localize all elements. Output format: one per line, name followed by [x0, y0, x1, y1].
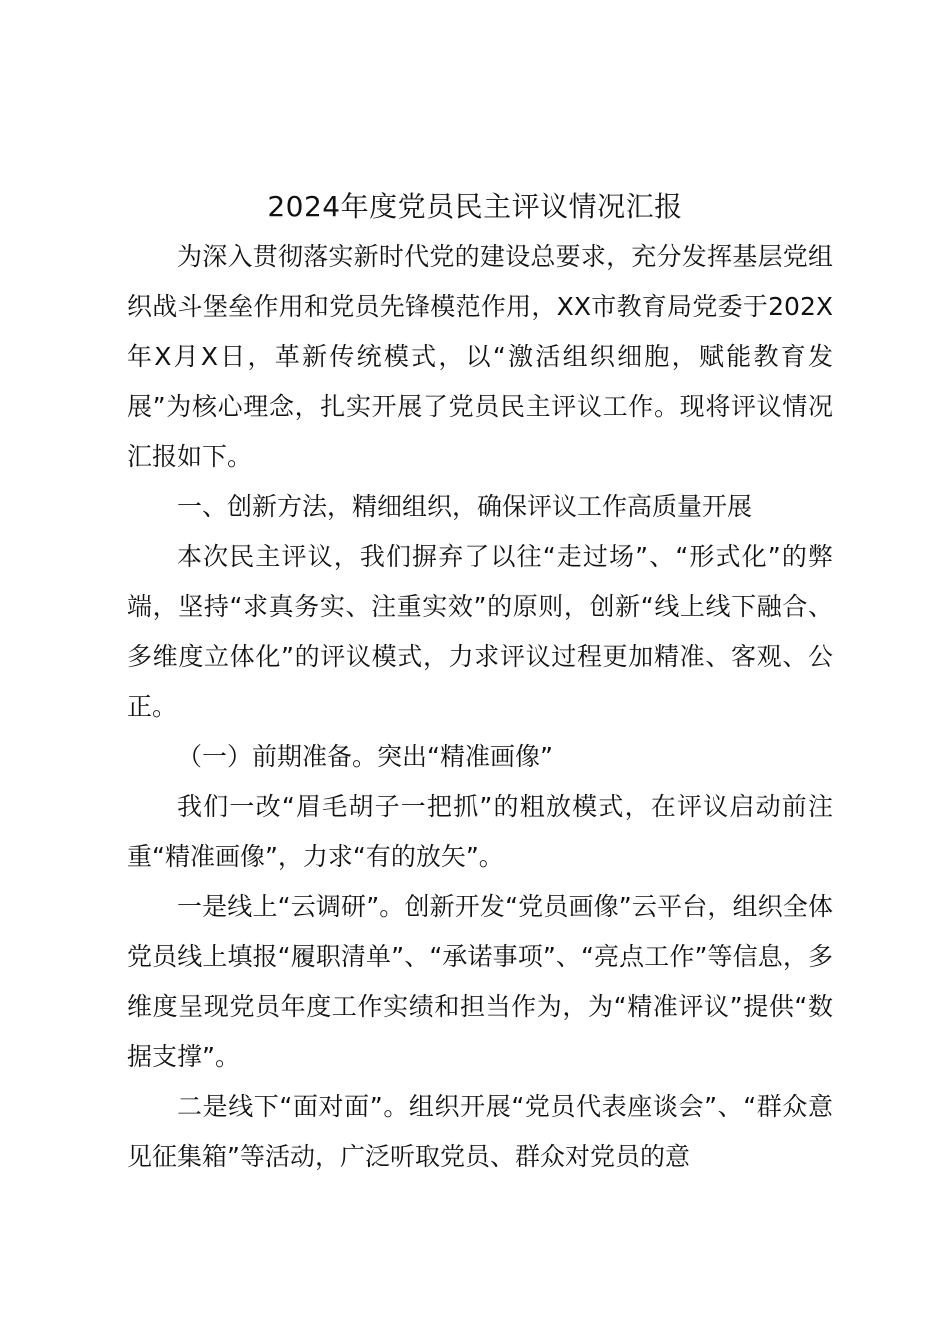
document-title: 2024年度党员民主评议情况汇报	[267, 190, 683, 223]
intro-paragraph: 为深入贯彻落实新时代党的建设总要求，充分发挥基层党组织战斗堡垒作用和党员先锋模范作用，XX市教育局党委于202X年X月X日，革新传统模式，以“激活组织细胞，赋能教育发展”为核心理念，扎实开展了党员民主评议工作。现将评议情况汇报如下。	[127, 242, 833, 471]
section-1-paragraph: 本次民主评议，我们摒弃了以往“走过场”、“形式化”的弊端，坚持“求真务实、注重实效”的原则，创新“线上线下融合、多维度立体化”的评议模式，力求评议过程更加精准、客观、公正。	[127, 542, 833, 721]
online-survey-paragraph: 一是线上“云调研”。创新开发“党员画像”云平台，组织全体党员线上填报“履职清单”、“承诺事项”、“亮点工作”等信息，多维度呈现党员年度工作实绩和担当作为，为“精准评议”提供“数据支撑”。	[127, 892, 833, 1071]
section-heading-1: 一、创新方法，精细组织，确保评议工作高质量开展	[177, 492, 753, 521]
offline-meeting-paragraph: 二是线下“面对面”。组织开展“党员代表座谈会”、“群众意见征集箱”等活动，广泛听取党员、群众对党员的意	[127, 1092, 833, 1171]
subsection-heading-1: （一）前期准备。突出“精准画像”	[177, 742, 553, 771]
subsection-1-paragraph: 我们一改“眉毛胡子一把抓”的粗放模式，在评议启动前注重“精准画像”，力求“有的放矢”。	[127, 792, 833, 871]
document-body	[127, 232, 833, 1182]
